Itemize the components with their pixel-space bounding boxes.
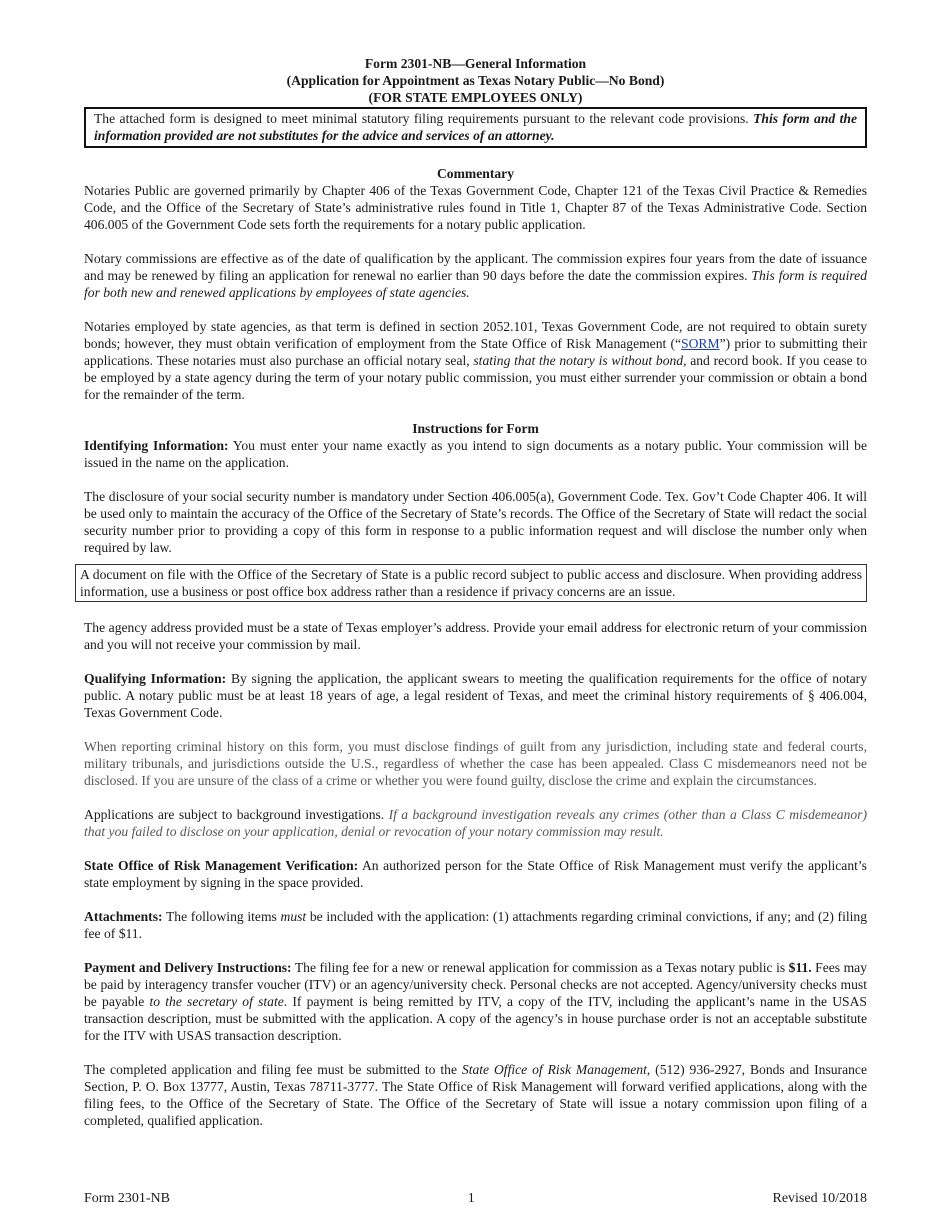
attachments-paragraph <box>84 908 867 942</box>
payment-italic: to the secretary of state <box>149 994 284 1009</box>
page-footer <box>84 1190 867 1207</box>
form-header <box>84 55 867 106</box>
privacy-notice-box <box>75 564 867 602</box>
submission-text-b: , (512) 936-2927, Bonds and Insurance Section, P. O. Box 13777, Austin, Texas 78711-3777. The State Office of Risk Management will forward verified applications, along with the filing fees, to the Office of the Secretary of State. The Office of the Secretary of State will issue a notary commission upon filing of a completed, qualified application. <box>84 1062 867 1128</box>
sorm-link[interactable]: SORM <box>681 336 720 351</box>
payment-label: Payment and Delivery Instructions: <box>84 960 292 975</box>
ssn-paragraph: The disclosure of your social security number is mandatory under Section 406.005(a), Government Code. Tex. Gov’t Code Chapter 406. It will be used only to maintain the accuracy of the Office of the Secretary of State’s records. The Office of the Secretary of State will redact the social security number prior to providing a copy of this form in response to a public information request and will disclose the number only when required by law. <box>84 489 867 555</box>
commentary-p3-text-c: and record book. If you cease to be employed by a state agency during the term of your notary public commission, you must either surrender your commission or obtain a bond for the remainder of the term. <box>84 353 867 402</box>
attachments-text-b: be included with the application: (1) attachments regarding criminal convictions, if any; and (2) filing fee of $11. <box>84 909 868 941</box>
payment-fee: $11. <box>788 960 812 975</box>
commentary-paragraph-2 <box>84 250 867 301</box>
criminal-history-paragraph: When reporting criminal history on this form, you must disclose findings of guilt from any jurisdiction, including state and federal courts, military tribunals, and jurisdictions outside the U.S., regardless of whether the case has been appealed. Class C misdemeanors need not be disclosed. If you are unsure of the class of a crime or whether you were found guilty, disclose the crime and explain the circumstances. <box>84 739 867 788</box>
qualifying-label: Qualifying Information: <box>84 671 227 686</box>
form-audience: (FOR STATE EMPLOYEES ONLY) <box>368 90 583 105</box>
commentary-p3-text-b: ”) prior to submitting their applications. These notaries must also purchase an official notary seal, <box>84 336 867 368</box>
footer-form-id: Form 2301-NB <box>84 1191 170 1206</box>
commentary-paragraph-3 <box>84 318 867 403</box>
form-subtitle: (Application for Appointment as Texas Notary Public—No Bond) <box>286 73 665 88</box>
privacy-notice-text: A document on file with the Office of the Secretary of State is a public record subject to public access and disclosure. When providing address information, use a business or post office box address rather than a residence if privacy concerns are an issue. <box>80 567 862 599</box>
commentary-paragraph-1: Notaries Public are governed primarily by Chapter 406 of the Texas Government Code, Chapter 121 of the Texas Civil Practice & Remedies Code, and the Office of the Secretary of State’s administrative rules found in Title 1, Chapter 87 of the Texas Administrative Code. Section 406.005 of the Government Code sets forth the requirements for a notary public application. <box>84 183 867 232</box>
form-title: Form 2301-NB—General Information <box>364 56 587 71</box>
sorm-verification-paragraph <box>84 857 867 891</box>
commentary-heading: Commentary <box>436 166 514 181</box>
payment-text-c: . If payment is being remitted by ITV, a copy of the ITV, including the applicant’s name in the USAS transaction description, must be submitted with the application. A copy of the agency’s in house purchase order is not an acceptable substitute for the ITV with USAS transaction description. <box>84 994 867 1043</box>
instructions-heading: Instructions for Form <box>412 421 539 436</box>
submission-italic: State Office of Risk Management <box>461 1062 647 1077</box>
footer-revised-date: Revised 10/2018 <box>772 1191 867 1206</box>
disclaimer-box <box>84 107 867 148</box>
qualifying-information <box>84 670 867 721</box>
payment-paragraph <box>84 959 867 1044</box>
disclaimer-emphasis: This form and the information provided are not substitutes for the advice and services of an attorney. <box>94 111 857 143</box>
background-investigation-paragraph <box>84 806 867 840</box>
commentary-p2-text: Notary commissions are effective as of the date of qualification by the applicant. The commission expires four years from the date of issuance and may be renewed by filing an application for renewal no earlier than 90 days before the date the commission expires. <box>84 251 867 283</box>
payment-text-a: The filing fee for a new or renewal application for commission as a Texas notary public is <box>291 960 789 975</box>
background-italic: If a background investigation reveals any crimes (other than a Class C misdemeanor) that you failed to disclose on your application, denial or revocation of your notary commission may result. <box>84 807 867 839</box>
commentary-p2-italic: This form is required for both new and renewed applications by employees of state agencies. <box>84 268 867 300</box>
footer-page-number: 1 <box>467 1191 475 1206</box>
disclaimer-text: The attached form is designed to meet minimal statutory filing requirements pursuant to the relevant code provisions. <box>94 111 754 126</box>
identifying-label: Identifying Information: <box>84 438 229 453</box>
agency-address-paragraph: The agency address provided must be a state of Texas employer’s address. Provide your email address for electronic return of your commission and you will not receive your commission by mail. <box>84 620 867 652</box>
attachments-label: Attachments: <box>84 909 163 924</box>
commentary-p3-text-a: Notaries employed by state agencies, as that term is defined in section 2052.101, Texas Government Code, are not required to obtain surety bonds; however, they must obtain verification of employment from the State Office of Risk Management (“ <box>84 319 867 351</box>
sorm-verification-text: An authorized person for the State Office of Risk Management must verify the applicant’s state employment by signing in the space provided. <box>84 858 867 890</box>
payment-text-b: Fees may be paid by interagency transfer voucher (ITV) or an agency/university check. Personal checks are not accepted. Agency/university checks must be payable <box>84 960 867 1009</box>
submission-paragraph <box>84 1061 867 1129</box>
identifying-information <box>84 437 867 471</box>
attachments-italic: must <box>280 909 307 924</box>
document-page <box>80 55 868 1129</box>
submission-text-a: The completed application and filing fee must be submitted to the <box>84 1062 462 1077</box>
commentary-p3-italic: stating that the notary is without bond, <box>473 353 687 368</box>
qualifying-text: By signing the application, the applicant swears to meeting the qualification requirements for the office of notary public. A notary public must be at least 18 years of age, a legal resident of Texas, and meet the criminal history requirements of § 406.004, Texas Government Code. <box>84 671 868 720</box>
background-text: Applications are subject to background investigations. <box>84 807 389 822</box>
attachments-text-a: The following items <box>162 909 281 924</box>
sorm-verification-label: State Office of Risk Management Verification: <box>84 858 359 873</box>
identifying-text: You must enter your name exactly as you intend to sign documents as a notary public. Your commission will be issued in the name on the application. <box>84 438 867 470</box>
